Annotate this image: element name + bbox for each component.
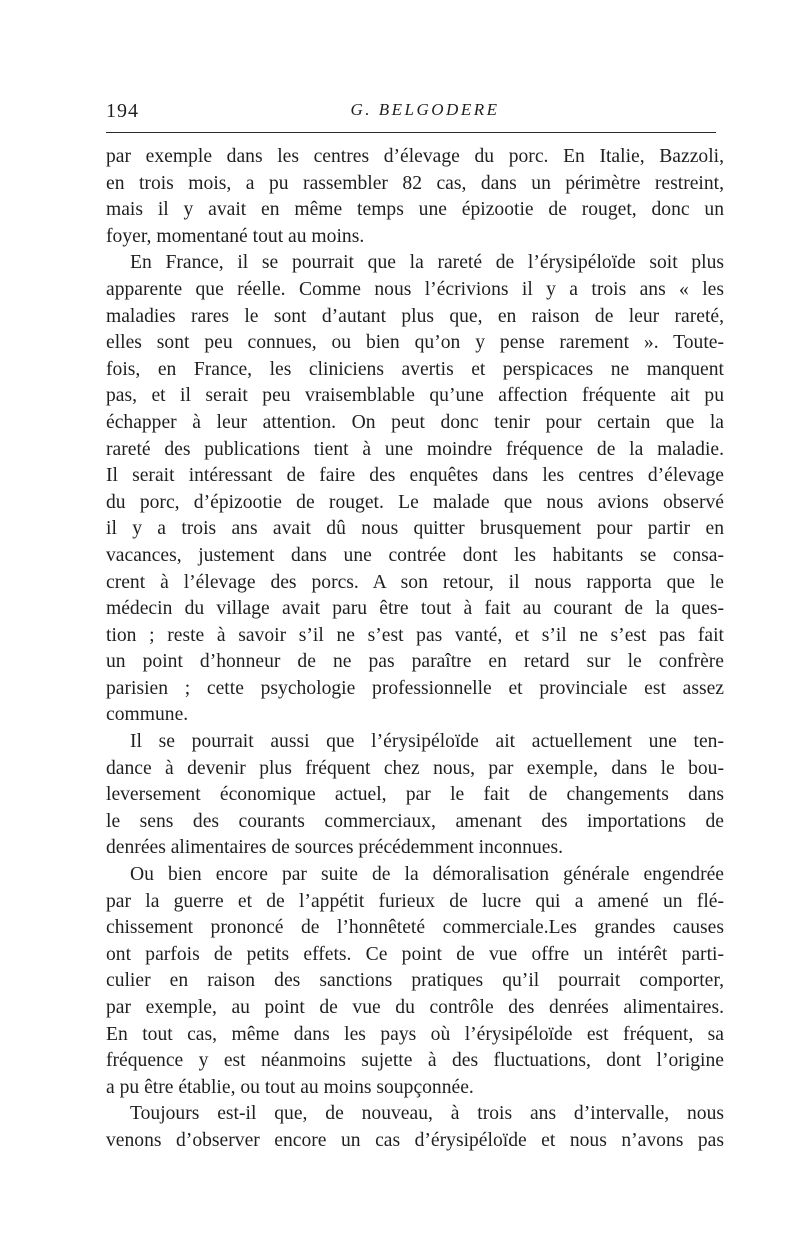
text-line: crent à l’élevage des porcs. A son retour, il nous rapporta que le [106,571,724,593]
text-line: échapper à leur attention. On peut donc tenir pour certain que la [106,411,724,433]
text-line: commune. [106,704,189,726]
text-line: médecin du village avait paru être tout à fait au courant de la ques- [106,598,724,620]
header-rule [106,132,716,133]
text-line: venons d’observer encore un cas d’érysipéloïde et nous n’avons pas [106,1129,724,1151]
text-line: Il se pourrait aussi que l’érysipéloïde ait actuellement une ten- [130,731,724,753]
text-line: par exemple dans les centres d’élevage du porc. En Italie, Bazzoli, [106,146,724,167]
text-line: pas, et il serait peu vraisemblable qu’une affection fréquente ait pu [106,385,724,407]
running-head: G. BELGODERE [350,100,500,119]
text-line: le sens des courants commerciaux, amenant des importations de [106,810,724,832]
text-line: du porc, d’épizootie de rouget. Le malade que nous avions observé [106,491,724,513]
text-line: culier en raison des sanctions pratiques qu’il pourrait comporter, [106,970,724,992]
page-header [106,100,716,124]
body-text [106,144,724,1155]
text-line: maladies rares le sont d’autant plus que, en raison de leur rareté, [106,305,724,327]
text-line: mais il y avait en même temps une épizootie de rouget, donc un [106,199,724,221]
text-line: un point d’honneur de ne pas paraître en retard sur le confrère [106,651,724,673]
text-line: rareté des publications tient à une moindre fréquence de la maladie. [106,438,724,460]
text-line: elles sont peu connues, ou bien qu’on y pense rarement ». Toute- [106,332,724,354]
text-line: Ou bien encore par suite de la démoralisation générale engendrée [130,864,724,886]
text-line: vacances, justement dans une contrée dont les habitants se consa- [106,544,724,566]
text-line: apparente que réelle. Comme nous l’écrivions il y a trois ans « les [106,278,724,300]
text-line: foyer, momentané tout au moins. [106,225,365,247]
text-line: parisien ; cette psychologie professionnelle et provinciale est assez [106,677,724,699]
text-line: leversement économique actuel, par le fait de changements dans [106,784,724,806]
text-line: par la guerre et de l’appétit furieux de lucre qui a amené un flé- [106,890,724,912]
text-line: ont parfois de petits effets. Ce point de vue offre un intérêt parti- [106,943,724,965]
page-number: 194 [106,100,139,122]
text-line: par exemple, au point de vue du contrôle des denrées alimentaires. [106,997,724,1018]
text-line: fois, en France, les cliniciens avertis et perspicaces ne manquent [106,358,724,380]
text-line: denrées alimentaires de sources précédemment inconnues. [106,837,563,859]
text-line: en trois mois, a pu rassembler 82 cas, dans un périmètre restreint, [106,172,724,194]
text-line: En France, il se pourrait que la rareté de l’érysipéloïde soit plus [130,252,724,274]
text-line: il y a trois ans avait dû nous quitter brusquement pour partir en [106,518,724,540]
text-line: tion ; reste à savoir s’il ne s’est pas vanté, et s’il ne s’est pas fait [106,624,724,646]
text-line: a pu être établie, ou tout au moins soupçonnée. [106,1076,474,1098]
text-line: En tout cas, même dans les pays où l’érysipéloïde est fréquent, sa [106,1023,724,1045]
text-line: fréquence y est néanmoins sujette à des fluctuations, dont l’origine [106,1050,724,1072]
text-line: Toujours est-il que, de nouveau, à trois ans d’intervalle, nous [130,1103,724,1125]
text-line: chissement prononcé de l’honnêteté commerciale.Les grandes causes [106,917,724,939]
text-line: dance à devenir plus fréquent chez nous, par exemple, dans le bou- [106,757,724,779]
text-line: Il serait intéressant de faire des enquêtes dans les centres d’élevage [106,465,724,487]
